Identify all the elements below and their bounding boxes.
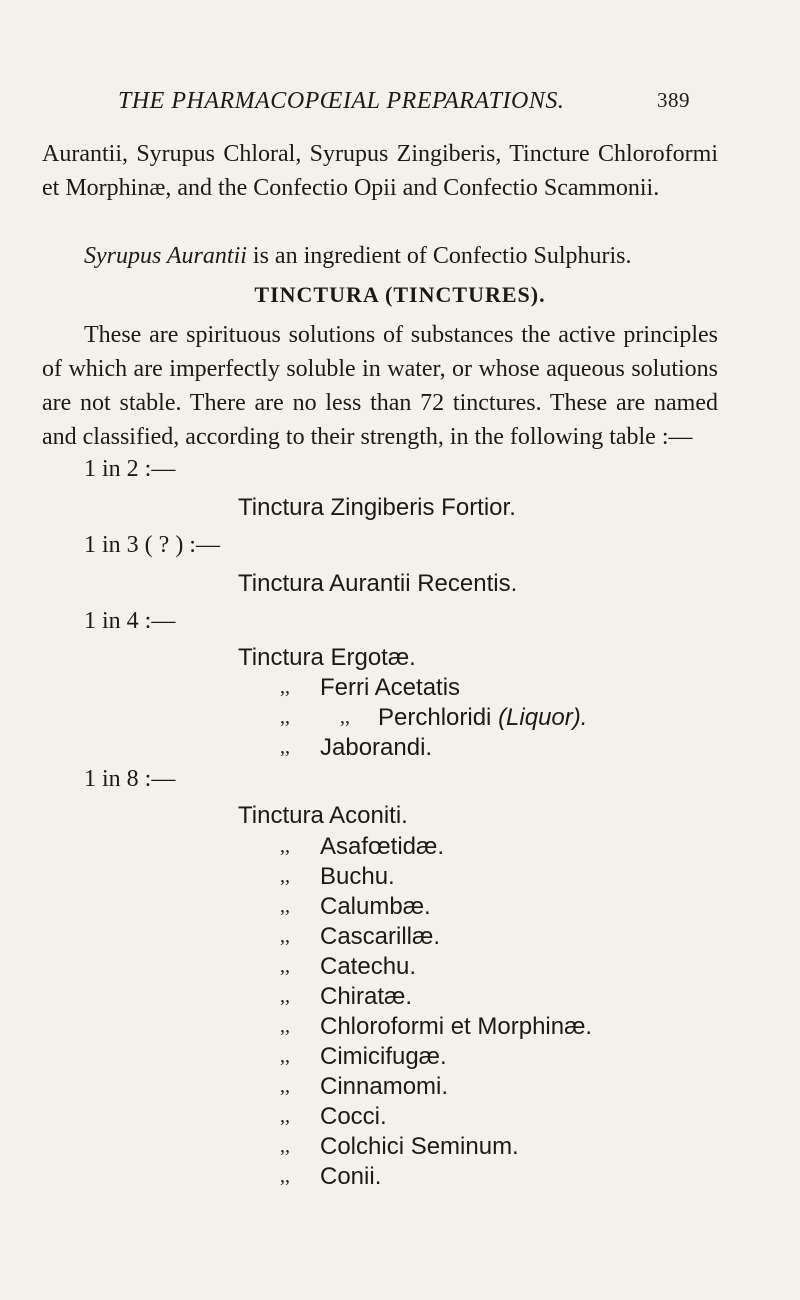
entry-ferri-acetatis: Ferri Acetatis <box>320 674 461 701</box>
ditto-mark: ,, <box>280 835 290 857</box>
running-header <box>118 88 690 124</box>
entry-asafoetidae: Asafœtidæ. <box>320 833 445 860</box>
entry-zingiberis-fortior: Tinctura Zingiberis Fortior. <box>238 494 516 521</box>
entry-jaborandi: Jaborandi. <box>320 734 433 761</box>
perchloridi-name: Perchloridi <box>378 704 492 731</box>
entry-catechu: Catechu. <box>320 953 417 980</box>
ditto-mark: ,, <box>280 676 290 698</box>
ditto-mark: ,, <box>280 985 290 1007</box>
ditto-mark: ,, <box>280 895 290 917</box>
entry-conii: Conii. <box>320 1163 382 1190</box>
ditto-mark: ,, <box>280 1045 290 1067</box>
section-heading: TINCTURA (TINCTURES). <box>254 282 546 307</box>
group-label-1-in-8: 1 in 8 :— <box>84 766 176 792</box>
entry-perchloridi <box>378 704 587 732</box>
ditto-mark: ,, <box>280 865 290 887</box>
entry-cocci: Cocci. <box>320 1103 387 1130</box>
ditto-mark: ,, <box>280 1075 290 1097</box>
entry-aconiti: Tinctura Aconiti. <box>238 802 408 829</box>
entry-aurantii-recentis: Tinctura Aurantii Recentis. <box>238 570 518 597</box>
ditto-mark: ,, <box>280 1015 290 1037</box>
ditto-mark: ,, <box>280 1165 290 1187</box>
page-number: 389 <box>657 88 690 112</box>
entry-ergotae: Tinctura Ergotæ. <box>238 644 416 671</box>
syrupus-aurantii-italic: Syrupus Aurantii <box>84 243 247 269</box>
ditto-mark: ,, <box>280 736 290 758</box>
entry-buchu: Buchu. <box>320 863 395 890</box>
entry-cascarillae: Cascarillæ. <box>320 923 441 950</box>
entry-calumbae: Calumbæ. <box>320 893 431 920</box>
ditto-mark: ,, <box>280 925 290 947</box>
paragraph-tinctures-intro: These are spirituous solutions of substances the active principles of which are imperfectly soluble in water, or whose aqueous solutions are not stable. There are no less than 72 tinctures. These are named and classified, according to their strength, in the following table :— <box>42 322 718 450</box>
paragraph-continued: Aurantii, Syrupus Chloral, Syrupus Zingiberis, Tincture Chloroformi et Morphinæ, and the Confectio Opii and Confectio Scammonii. <box>42 141 718 201</box>
paragraph-syrupus <box>42 239 718 273</box>
ditto-mark-inner: ,, <box>340 706 350 728</box>
ditto-mark: ,, <box>280 955 290 977</box>
ditto-mark: ,, <box>280 1135 290 1157</box>
syrupus-rest: is an ingredient of Confectio Sulphuris. <box>246 243 632 269</box>
group-label-1-in-2: 1 in 2 :— <box>84 456 176 482</box>
entry-colchici-seminum: Colchici Seminum. <box>320 1133 519 1160</box>
ditto-mark: ,, <box>280 706 290 728</box>
entry-chiratae: Chiratæ. <box>320 983 413 1010</box>
group-label-1-in-4: 1 in 4 :— <box>84 608 176 634</box>
ditto-mark: ,, <box>280 1105 290 1127</box>
liquor-italic: (Liquor). <box>498 704 588 731</box>
entry-cinnamomi: Cinnamomi. <box>320 1073 449 1100</box>
group-label-1-in-3: 1 in 3 ( ? ) :— <box>84 532 220 558</box>
entry-cimicifugae: Cimicifugæ. <box>320 1043 447 1070</box>
running-title: THE PHARMACOPŒIAL PREPARATIONS. <box>118 88 565 114</box>
entry-chloroformi-morphinae: Chloroformi et Morphinæ. <box>320 1013 593 1040</box>
